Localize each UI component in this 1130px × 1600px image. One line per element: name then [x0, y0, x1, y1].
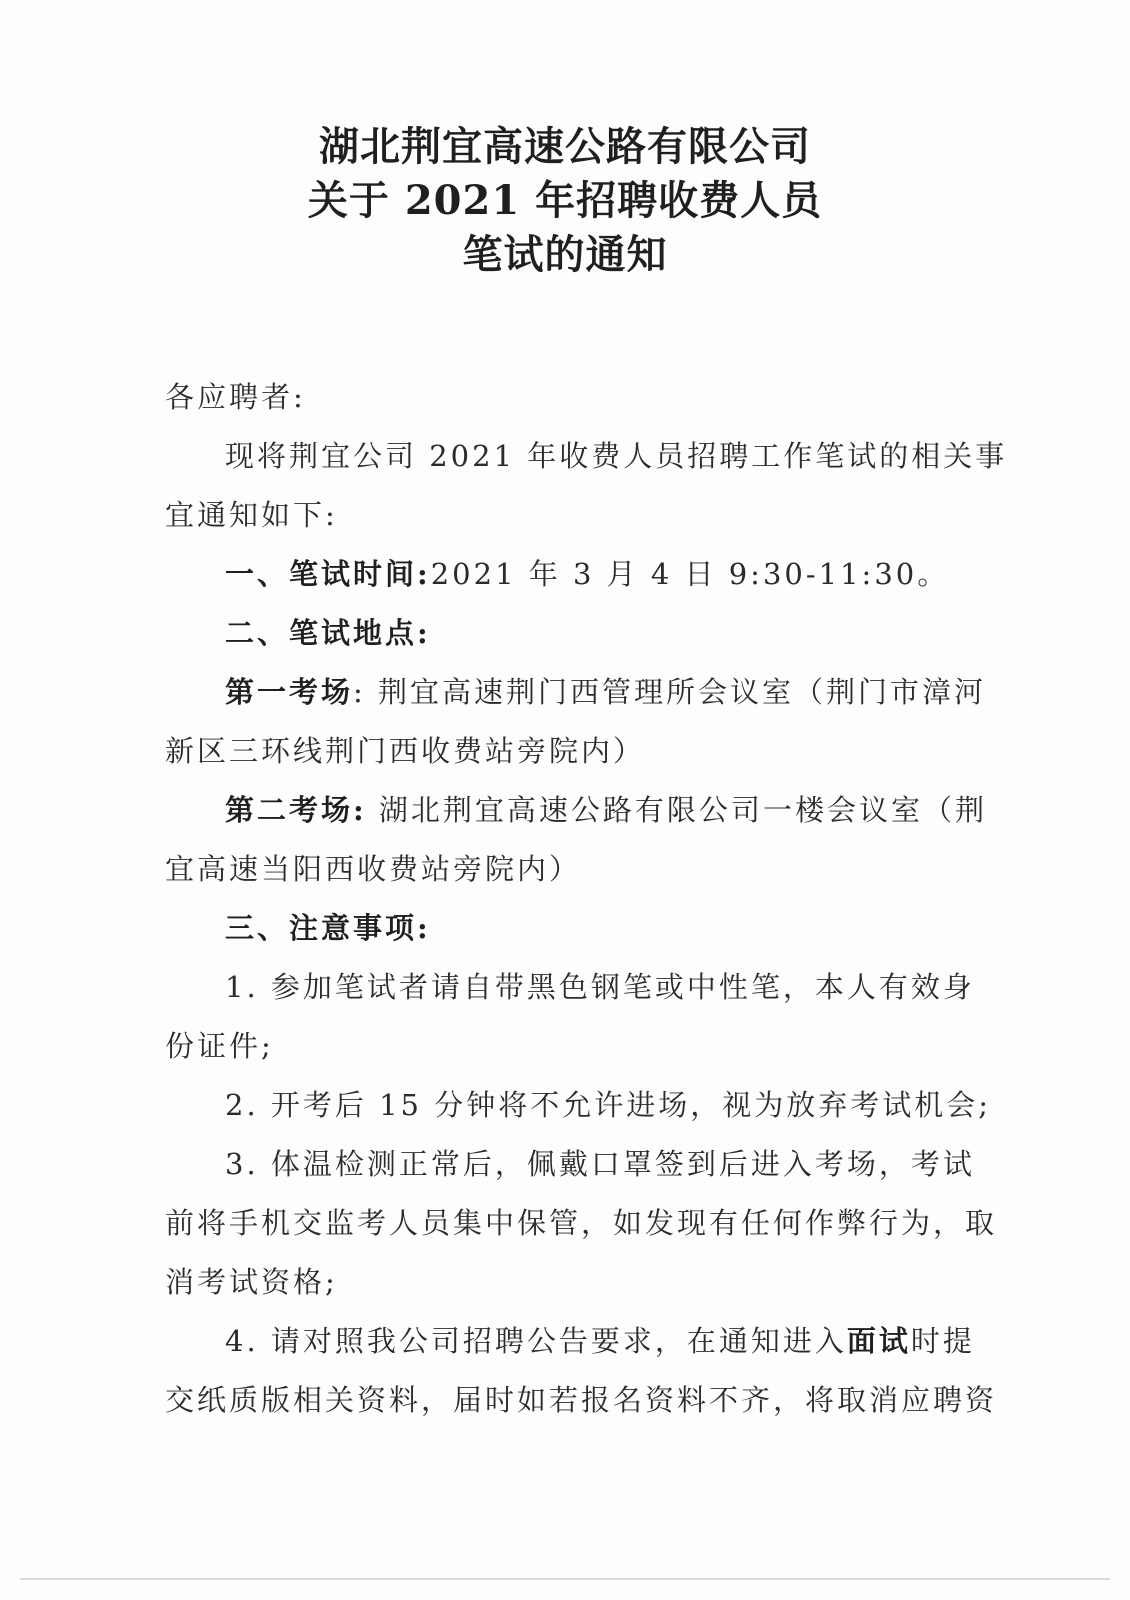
note-1-line-2: 份证件; [165, 1029, 274, 1063]
intro-line-1: 现将荆宜公司 2021 年收费人员招聘工作笔试的相关事 [225, 439, 1008, 473]
title-line-2: 关于 2021 年招聘收费人员 [307, 177, 823, 224]
page-bottom-edge [20, 1578, 1110, 1580]
venue-1-text: 荆宜高速荆门西管理所会议室（荆门市漳河 [365, 675, 987, 709]
section-time-heading: 一、笔试时间: [225, 557, 431, 591]
salutation: 各应聘者: [165, 380, 306, 414]
note-4-bold-interview: 面试 [846, 1324, 911, 1358]
note-3-line-3: 消考试资格; [165, 1265, 338, 1299]
note-4-line-2: 交纸质版相关资料，届时如若报名资料不齐，将取消应聘资 [165, 1383, 998, 1417]
document-title [0, 120, 1130, 282]
note-4-text-b: 时提 [910, 1324, 975, 1358]
venue-1-line-2: 新区三环线荆门西收费站旁院内） [165, 734, 646, 768]
intro-line-2: 宜通知如下: [165, 498, 338, 532]
venue-1-line-1 [225, 670, 987, 711]
section-time-value: 2021 年 3 月 4 日 9:30-11:30。 [430, 557, 950, 591]
venue-2-line-1 [225, 788, 987, 829]
note-4-text-a: 4. 请对照我公司招聘公告要求，在通知进入 [225, 1324, 847, 1358]
section-notes-heading: 三、注意事项: [225, 911, 431, 945]
note-4-line-1 [225, 1319, 975, 1360]
note-3-line-2: 前将手机交监考人员集中保管，如发现有任何作弊行为，取 [165, 1206, 998, 1240]
note-3-line-1: 3. 体温检测正常后，佩戴口罩签到后进入考场，考试 [225, 1147, 975, 1181]
venue-1-label: 第一考场 [225, 675, 354, 709]
venue-2-text: 湖北荆宜高速公路有限公司一楼会议室（荆 [366, 793, 987, 827]
section-location-heading: 二、笔试地点: [225, 616, 431, 650]
title-line-1: 湖北荆宜高速公路有限公司 [319, 123, 811, 170]
venue-2-label: 第二考场: [225, 793, 367, 827]
venue-1-colon: : [353, 675, 366, 709]
venue-2-line-2: 宜高速当阳西收费站旁院内） [165, 852, 582, 886]
title-line-3: 笔试的通知 [462, 231, 668, 278]
section-time [225, 552, 950, 593]
note-1-line-1: 1. 参加笔试者请自带黑色钢笔或中性笔，本人有效身 [225, 970, 975, 1004]
note-2-line-1: 2. 开考后 15 分钟将不允许进场，视为放弃考试机会; [225, 1088, 991, 1122]
